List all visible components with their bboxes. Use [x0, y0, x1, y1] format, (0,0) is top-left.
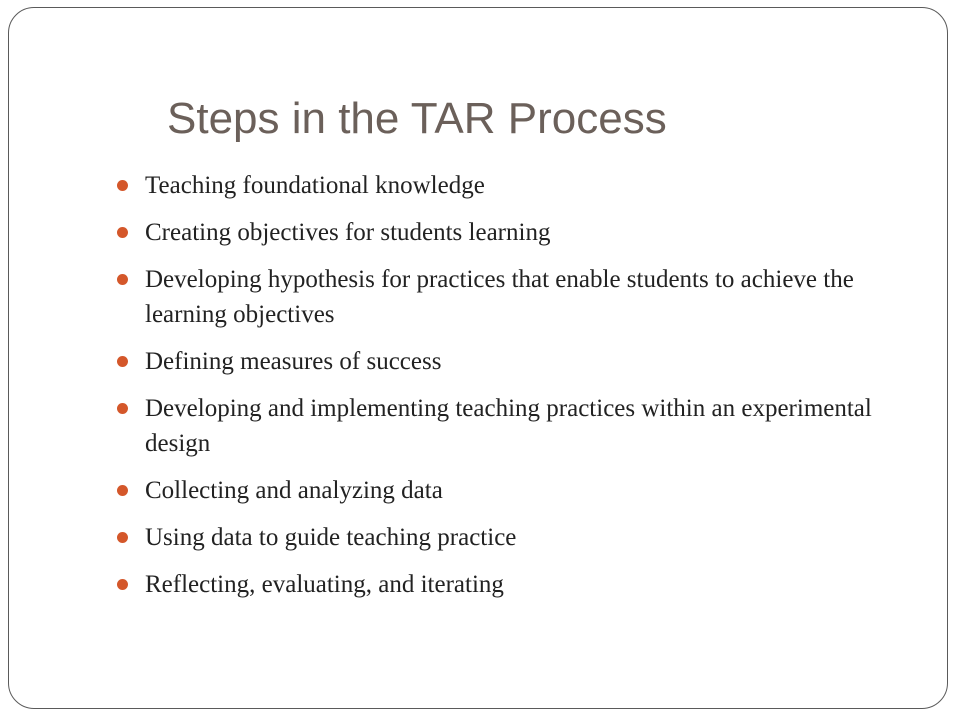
- bullet-text: Teaching foundational knowledge: [145, 172, 485, 199]
- list-item: [115, 473, 905, 508]
- bullet-text: Creating objectives for students learning: [145, 219, 551, 246]
- list-item: [115, 215, 905, 250]
- bullet-dot-icon: [117, 356, 128, 367]
- bullet-dot-icon: [117, 532, 128, 543]
- bullet-dot-icon: [117, 274, 128, 285]
- bullet-text: Developing and implementing teaching practices within an experimental design: [145, 395, 872, 457]
- list-item: [115, 520, 905, 555]
- bullet-text: Reflecting, evaluating, and iterating: [145, 571, 504, 598]
- list-item: [115, 391, 905, 461]
- list-item: [115, 262, 905, 332]
- slide-title: Steps in the TAR Process: [167, 94, 667, 143]
- bullet-dot-icon: [117, 579, 128, 590]
- list-item: [115, 168, 905, 203]
- bullet-list: [115, 168, 905, 614]
- bullet-dot-icon: [117, 227, 128, 238]
- list-item: [115, 567, 905, 602]
- bullet-dot-icon: [117, 403, 128, 414]
- list-item: [115, 344, 905, 379]
- bullet-dot-icon: [117, 180, 128, 191]
- slide-frame: [8, 7, 948, 709]
- bullet-text: Developing hypothesis for practices that enable students to achieve the learning objectives: [145, 266, 854, 328]
- bullet-text: Using data to guide teaching practice: [145, 524, 517, 551]
- bullet-text: Defining measures of success: [145, 348, 442, 375]
- bullet-text: Collecting and analyzing data: [145, 477, 443, 504]
- bullet-dot-icon: [117, 485, 128, 496]
